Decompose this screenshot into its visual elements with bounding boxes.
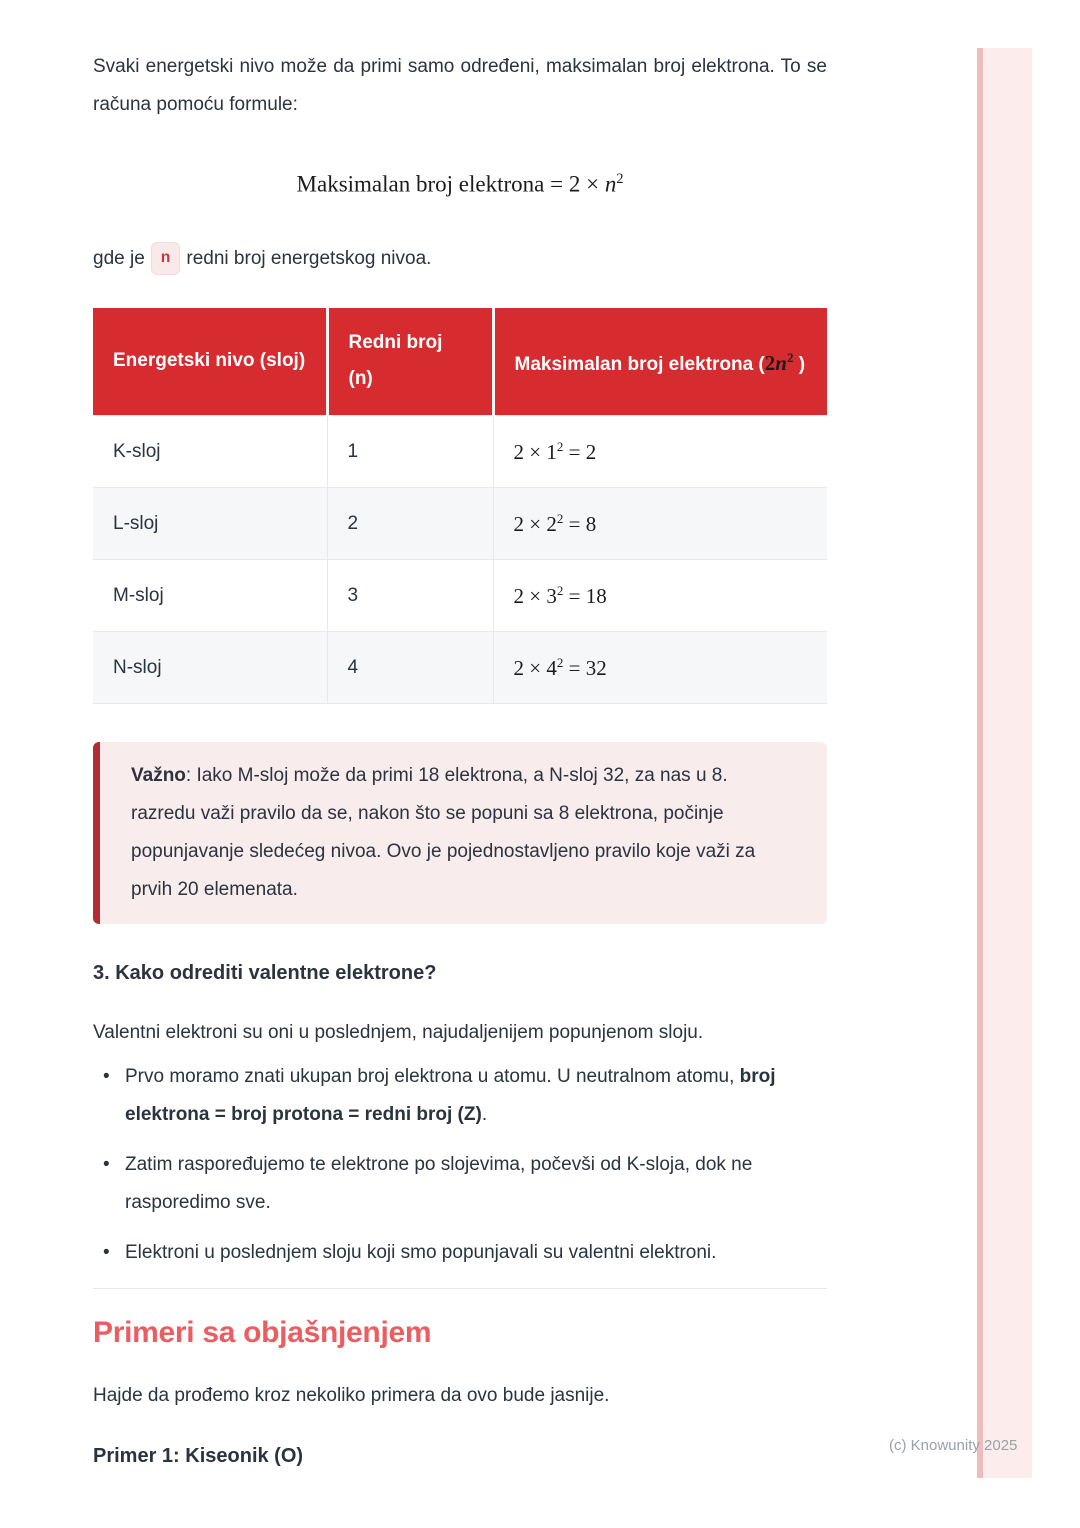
cell-formula <box>493 632 827 704</box>
cell-formula-base: 2 × 1 <box>513 439 557 464</box>
cell-formula-base: 2 × 3 <box>513 583 557 608</box>
table-row <box>93 560 827 632</box>
header-close-paren: ) <box>793 353 806 375</box>
knowunity-watermark: (c) Knowunity 2025 <box>889 1437 1018 1454</box>
where-line <box>93 242 827 276</box>
cell-level: N-sloj <box>93 632 327 704</box>
header-math <box>765 351 794 375</box>
n-code-badge: n <box>151 242 181 275</box>
list-item <box>93 1234 827 1272</box>
cell-formula <box>493 560 827 632</box>
section-divider <box>93 1288 827 1289</box>
table-header-row <box>93 308 827 416</box>
cell-level: M-sloj <box>93 560 327 632</box>
decorative-side-strip <box>977 48 1032 1478</box>
where-before-text: gde je <box>93 247 145 269</box>
examples-heading: Primeri sa objašnjenjem <box>93 1316 432 1350</box>
cell-level: K-sloj <box>93 416 327 488</box>
max-electrons-formula <box>93 162 827 202</box>
column-header-level: Energetski nivo (sloj) <box>93 308 327 416</box>
cell-formula-exp: 2 <box>556 438 564 454</box>
bullet-text: Zatim raspoređujemo te elektrone po slojevima, počevši od K-sloja, dok ne rasporedimo sve. <box>125 1154 753 1214</box>
cell-n: 1 <box>327 416 493 488</box>
header-math-coef: 2 <box>764 350 776 375</box>
examples-lead: Hajde da prođemo kroz nekoliko primera da ovo bude jasnije. <box>93 1385 610 1407</box>
cell-formula <box>493 416 827 488</box>
document-content <box>93 0 827 1471</box>
cell-formula-exp: 2 <box>556 510 564 526</box>
cell-n: 3 <box>327 560 493 632</box>
header-label-text: Maksimalan broj elektrona ( <box>514 353 765 375</box>
bullet-text: Prvo moramo znati ukupan broj elektrona u atomu. U neutralnom atomu, <box>125 1066 735 1088</box>
bullet-bold-text: broj elektrona = broj protona = redni broj (Z) <box>125 1066 776 1126</box>
header-math-exp: 2 <box>786 349 794 365</box>
callout-body: : Iako M-sloj može da primi 18 elektrona, a N-sloj 32, za nas u 8. razredu važi pravilo da se, nakon što se popuni sa 8 elektrona, počinje popunjavanje sledećeg nivoa. Ovo je pojednostavljeno pravilo koje važi za prvih 20 elemenata. <box>131 765 756 901</box>
cell-level: L-sloj <box>93 488 327 560</box>
callout-label: Važno <box>131 765 186 787</box>
list-item <box>93 1146 827 1222</box>
valence-steps-list <box>93 1058 827 1272</box>
energy-levels-table <box>93 308 827 705</box>
formula-exponent: 2 <box>616 171 624 187</box>
list-item <box>93 1058 827 1134</box>
formula-variable: n <box>604 171 617 197</box>
cell-formula-exp: 2 <box>556 654 564 670</box>
where-after-text: redni broj energetskog nivoa. <box>186 247 432 269</box>
cell-formula-result: = 2 <box>563 439 597 464</box>
table-row <box>93 632 827 704</box>
cell-formula-base: 2 × 2 <box>513 511 557 536</box>
intro-paragraph: Svaki energetski nivo može da primi samo određeni, maksimalan broj elektrona. To se računa pomoću formule: <box>93 56 827 115</box>
cell-formula-result: = 32 <box>563 655 607 680</box>
cell-n: 4 <box>327 632 493 704</box>
formula-text: Maksimalan broj elektrona = 2 × <box>296 171 605 197</box>
bullet-end-text: . <box>481 1104 488 1126</box>
primer-1-title: Primer 1: Kiseonik (O) <box>93 1445 304 1468</box>
table-row <box>93 488 827 560</box>
section-3-lead: Valentni elektroni su oni u poslednjem, najudaljenijem popunjenom sloju. <box>93 1022 704 1044</box>
cell-formula-result: = 8 <box>563 511 597 536</box>
table-row <box>93 416 827 488</box>
cell-n: 2 <box>327 488 493 560</box>
cell-formula <box>493 488 827 560</box>
cell-formula-base: 2 × 4 <box>513 655 557 680</box>
cell-formula-result: = 18 <box>563 583 607 608</box>
bullet-text: Elektroni u poslednjem sloju koji smo popunjavali su valentni elektroni. <box>125 1242 717 1264</box>
cell-formula-exp: 2 <box>556 582 564 598</box>
column-header-max-electrons <box>493 308 827 416</box>
header-math-var: n <box>775 350 787 375</box>
important-callout <box>93 742 827 924</box>
column-header-n: Redni broj (n) <box>327 308 493 416</box>
section-3-heading: 3. Kako odrediti valentne elektrone? <box>93 962 437 985</box>
